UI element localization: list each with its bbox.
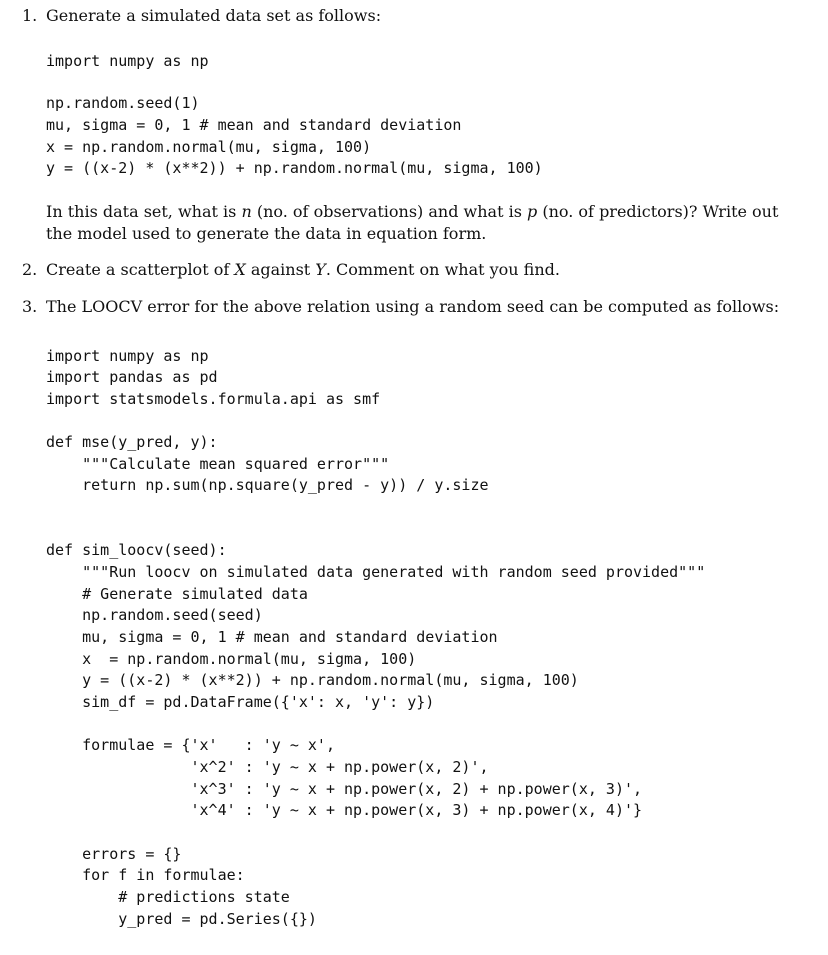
code-line: 'x^2' : 'y ~ x + np.power(x, 2)',: [46, 758, 489, 776]
code-line: formulae = {'x' : 'y ~ x',: [46, 736, 335, 754]
code-line: np.random.seed(seed): [46, 606, 263, 624]
question-text: (no. of observations) and what is: [251, 202, 528, 221]
code-line: 'x^4' : 'y ~ x + np.power(x, 3) + np.power(x, 4)'}: [46, 801, 643, 819]
item-3-text: The LOOCV error for the above relation using a random seed can be computed as follows:: [46, 297, 780, 316]
code-line: errors = {}: [46, 845, 182, 863]
code-line: y_pred = pd.Series({}): [46, 910, 317, 928]
code-line: sim_df = pd.DataFrame({'x': x, 'y': y}): [46, 693, 435, 711]
var-y: Y: [315, 260, 326, 279]
code-line: x = np.random.normal(mu, sigma, 100): [46, 650, 417, 668]
code-line: # predictions state: [46, 888, 290, 906]
item-1-question: [46, 202, 778, 222]
code-line: return np.sum(np.square(y_pred - y)) / y.size: [46, 476, 489, 494]
code-line: y = ((x-2) * (x**2)) + np.random.normal(mu, sigma, 100): [46, 671, 579, 689]
question-text: (no. of predictors)? Write out: [537, 202, 779, 221]
code-line: import numpy as np: [46, 52, 209, 70]
code-line: np.random.seed(1): [46, 94, 200, 112]
var-n: n: [241, 202, 252, 221]
code-line: 'x^3' : 'y ~ x + np.power(x, 2) + np.power(x, 3)',: [46, 780, 643, 798]
code-line: """Run loocv on simulated data generated with random seed provided""": [46, 563, 706, 581]
question-text: In this data set, what is: [46, 202, 242, 221]
code-line: import numpy as np: [46, 347, 209, 365]
item-2-text-part: against: [245, 260, 316, 279]
code-line: def mse(y_pred, y):: [46, 433, 218, 451]
item-2-number: 2.: [22, 260, 38, 279]
code-line: mu, sigma = 0, 1 # mean and standard deviation: [46, 628, 498, 646]
item-1-question-line2: the model used to generate the data in equation form.: [46, 224, 487, 243]
item-2-text-part: . Comment on what you find.: [325, 260, 560, 279]
item-1-number: 1.: [22, 6, 38, 25]
code-line: for f in formulae:: [46, 866, 245, 884]
item-2-text-part: Create a scatterplot of: [46, 260, 235, 279]
code-line: # Generate simulated data: [46, 585, 308, 603]
code-line: def sim_loocv(seed):: [46, 541, 227, 559]
var-p: p: [527, 202, 538, 221]
var-x: X: [234, 260, 246, 279]
code-line: """Calculate mean squared error""": [46, 455, 390, 473]
code-line: import pandas as pd: [46, 368, 218, 386]
item-3-number: 3.: [22, 297, 38, 316]
code-line: import statsmodels.formula.api as smf: [46, 390, 381, 408]
code-line: x = np.random.normal(mu, sigma, 100): [46, 138, 372, 156]
code-line: y = ((x-2) * (x**2)) + np.random.normal(mu, sigma, 100): [46, 159, 543, 177]
code-line: mu, sigma = 0, 1 # mean and standard deviation: [46, 116, 462, 134]
item-2-text: [46, 260, 560, 280]
item-1-text: Generate a simulated data set as follows:: [46, 6, 382, 25]
